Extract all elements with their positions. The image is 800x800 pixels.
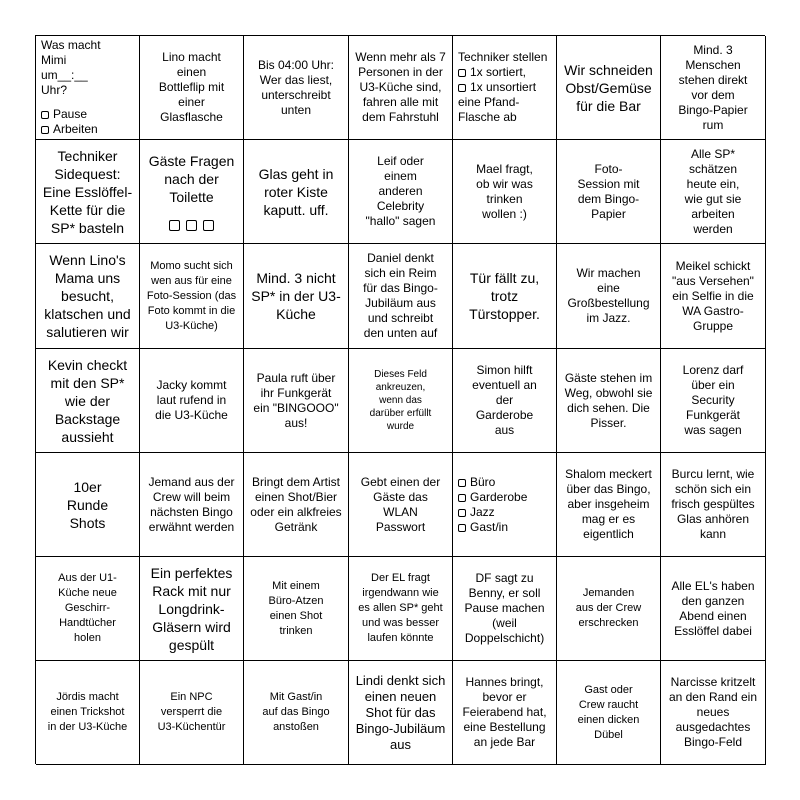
cell-text: Wir machen eine Großbestellung im Jazz. [567, 266, 650, 325]
checkbox-icon[interactable] [458, 479, 466, 487]
bingo-cell[interactable] [244, 661, 349, 765]
option-arbeiten[interactable]: Arbeiten [41, 122, 98, 137]
checkbox-icon[interactable] [458, 509, 466, 517]
checkbox-icon[interactable] [458, 524, 466, 532]
cell-text: Was macht Mimi um__:__ Uhr? [41, 38, 101, 97]
bingo-cell[interactable] [557, 453, 661, 557]
cell-text: Mit einem Büro-Atzen einen Shot trinken [268, 579, 324, 637]
bingo-cell[interactable] [453, 244, 557, 349]
bingo-cell[interactable] [140, 244, 244, 349]
bingo-cell[interactable] [244, 244, 349, 349]
checkbox-icon[interactable] [169, 220, 180, 231]
cell-text: 10er Runde Shots [66, 478, 109, 531]
bingo-cell[interactable] [557, 557, 661, 661]
cell-text: Mind. 3 nicht SP* in der U3-Küche [251, 270, 341, 322]
bingo-cell[interactable] [349, 349, 453, 453]
cell-text: Gäste stehen im Weg, obwohl sie dich sehen. Die Pisser. [564, 370, 653, 430]
cell-text: Ein perfektes Rack mit nur Longdrink-Gläsern wird gespült [150, 564, 233, 653]
bingo-cell[interactable] [140, 349, 244, 453]
bingo-cell[interactable] [661, 557, 766, 661]
cell-text: Lorenz darf über ein Security Funkgerät was sagen [682, 363, 744, 437]
option-unsortiert[interactable]: 1x unsortiert eine Pfand-Flasche ab [458, 80, 537, 124]
cell-text: Lindi denkt sich einen neuen Shot für das Bingo-Jubiläum aus [355, 672, 446, 752]
bingo-cell[interactable] [661, 453, 766, 557]
cell-text: Momo sucht sich wen aus für eine Foto-Session (das Foto kommt in die U3-Küche) [146, 259, 237, 332]
bingo-cell[interactable] [36, 557, 140, 661]
bingo-cell[interactable] [453, 661, 557, 765]
cell-text: Narcisse kritzelt an den Rand ein neues ausgedachtes Bingo-Feld [668, 675, 758, 749]
cell-text: Jördis macht einen Trickshot in der U3-Küche [47, 691, 128, 733]
cell-text: Wir schneiden Obst/Gemüse für die Bar [564, 61, 653, 114]
cell-text: Der EL fragt irgendwann wie es allen SP* geht und was besser laufen könnte [358, 572, 443, 644]
cell-text: Mit Gast/in auf das Bingo anstoßen [262, 691, 330, 733]
cell-text: Leif oder einem anderen Celebrity "hallo" sagen [365, 154, 436, 228]
checkbox-icon[interactable] [203, 220, 214, 231]
cell-text: Gäste Fragen nach der Toilette [148, 153, 235, 205]
cell-text: Techniker stellen [458, 50, 548, 64]
cell-text: Alle EL's haben den ganzen Abend einen Esslöffel dabei [671, 578, 755, 638]
option-pause[interactable]: Pause [41, 107, 87, 122]
bingo-cell[interactable] [453, 140, 557, 244]
bingo-cell[interactable] [349, 36, 453, 140]
checkbox-icon[interactable] [41, 126, 49, 134]
option-gast[interactable]: Gast/in [458, 520, 508, 535]
bingo-cell[interactable] [661, 661, 766, 765]
cell-text: Tür fällt zu, trotz Türstopper. [469, 270, 540, 322]
bingo-cell[interactable] [36, 453, 140, 557]
bingo-cell[interactable] [661, 36, 766, 140]
bingo-cell[interactable] [244, 349, 349, 453]
bingo-cell[interactable] [140, 453, 244, 557]
cell-text: Dieses Feld ankreuzen, wenn das darüber erfüllt wurde [369, 369, 432, 432]
bingo-cell[interactable] [453, 36, 557, 140]
bingo-cell[interactable] [36, 349, 140, 453]
bingo-cell[interactable] [557, 36, 661, 140]
bingo-cell[interactable] [244, 557, 349, 661]
bingo-cell[interactable] [36, 244, 140, 349]
bingo-cell[interactable] [453, 453, 557, 557]
bingo-cell[interactable] [244, 36, 349, 140]
cell-text: Jemand aus der Crew will beim nächsten Bingo erwähnt werden [148, 474, 235, 534]
cell-text: Kevin checkt mit den SP* wie der Backstage aussieht [47, 356, 128, 445]
bingo-cell[interactable] [661, 244, 766, 349]
option-garderobe[interactable]: Garderobe [458, 490, 527, 505]
cell-text: Bis 04:00 Uhr: Wer das liest, unterschreibt unten [257, 57, 335, 117]
cell-text: Wenn mehr als 7 Personen in der U3-Küche sind, fahren alle mit dem Fahrstuhl [355, 50, 446, 124]
bingo-cell[interactable] [349, 661, 453, 765]
cell-text: Wenn Lino's Mama uns besucht, klatschen und salutieren wir [44, 252, 131, 340]
bingo-cell[interactable] [453, 557, 557, 661]
bingo-cell[interactable] [36, 140, 140, 244]
bingo-cell[interactable] [36, 661, 140, 765]
cell-text: Jacky kommt laut rufend in die U3-Küche [155, 378, 228, 422]
cell-text: Bringt dem Artist einen Shot/Bier oder ein alkfreies Getränk [250, 474, 342, 534]
cell-text: Daniel denkt sich ein Reim für das Bingo-Jubiläum aus und schreibt den unten auf [363, 251, 438, 340]
bingo-cell[interactable] [349, 140, 453, 244]
cell-text: Burcu lernt, wie schön sich ein frisch gespültes Glas anhören kann [671, 467, 755, 541]
bingo-cell[interactable] [140, 661, 244, 765]
bingo-cell[interactable] [661, 349, 766, 453]
cell-text: Alle SP* schätzen heute ein, wie gut sie arbeiten werden [684, 146, 742, 236]
cell-text: Ein NPC versperrt die U3-Küchentür [157, 691, 226, 733]
checkbox-icon[interactable] [458, 494, 466, 502]
cell-text: Shalom meckert über das Bingo, aber insgeheim mag er es eigentlich [565, 467, 652, 541]
bingo-cell[interactable] [557, 349, 661, 453]
bingo-cell[interactable] [661, 140, 766, 244]
cell-text: Meikel schickt "aus Versehen" ein Selfie in die WA Gastro-Gruppe [672, 258, 754, 333]
cell-text: Mael fragt, ob wir was trinken wollen :) [476, 161, 533, 221]
bingo-cell[interactable] [349, 244, 453, 349]
cell-text: Techniker Sidequest: Eine Esslöffel-Kette für die SP* basteln [42, 147, 133, 236]
cell-text: Foto-Session mit dem Bingo-Papier [577, 161, 640, 221]
bingo-cell[interactable] [140, 36, 244, 140]
checkbox-icon[interactable] [458, 84, 466, 92]
bingo-cell[interactable] [140, 140, 244, 244]
bingo-cell[interactable] [244, 140, 349, 244]
bingo-cell[interactable] [557, 244, 661, 349]
bingo-cell[interactable] [140, 557, 244, 661]
bingo-cell[interactable] [36, 36, 140, 140]
bingo-cell[interactable] [349, 557, 453, 661]
cell-text: Lino macht einen Bottleflip mit einer Glasflasche [158, 50, 225, 124]
bingo-grid [35, 35, 765, 764]
option-jazz[interactable]: Jazz [458, 505, 495, 520]
checkbox-icon[interactable] [186, 220, 197, 231]
bingo-cell[interactable] [557, 661, 661, 765]
cell-text: Jemanden aus der Crew erschrecken [575, 587, 642, 629]
bingo-cell[interactable] [557, 140, 661, 244]
checkbox-group [169, 220, 214, 231]
cell-text: Paula ruft über ihr Funkgerät ein "BINGOOO" aus! [253, 370, 339, 430]
option-buero[interactable]: Büro [458, 475, 495, 490]
cell-text: Mind. 3 Menschen stehen direkt vor dem Bingo-Papier rum [678, 42, 748, 132]
cell-text: DF sagt zu Benny, er soll Pause machen (weil Doppelschicht) [464, 571, 545, 645]
cell-text: Gast oder Crew raucht einen dicken Dübel [577, 683, 640, 741]
bingo-cell[interactable] [349, 453, 453, 557]
cell-text: Glas geht in roter Kiste kaputt. uff. [258, 165, 334, 218]
bingo-cell[interactable] [244, 453, 349, 557]
checkbox-icon[interactable] [458, 69, 466, 77]
checkbox-icon[interactable] [41, 111, 49, 119]
cell-text: Simon hilft eventuell an der Garderobe aus [472, 363, 537, 437]
bingo-cell[interactable] [453, 349, 557, 453]
cell-text: Hannes bringt, bevor er Feierabend hat, eine Bestellung an jede Bar [462, 675, 547, 749]
cell-text: Aus der U1-Küche neue Geschirr-Handtücher holen [58, 572, 117, 644]
option-sortiert[interactable]: 1x sortiert, [458, 65, 526, 80]
cell-text: Gebt einen der Gäste das WLAN Passwort [360, 474, 441, 534]
